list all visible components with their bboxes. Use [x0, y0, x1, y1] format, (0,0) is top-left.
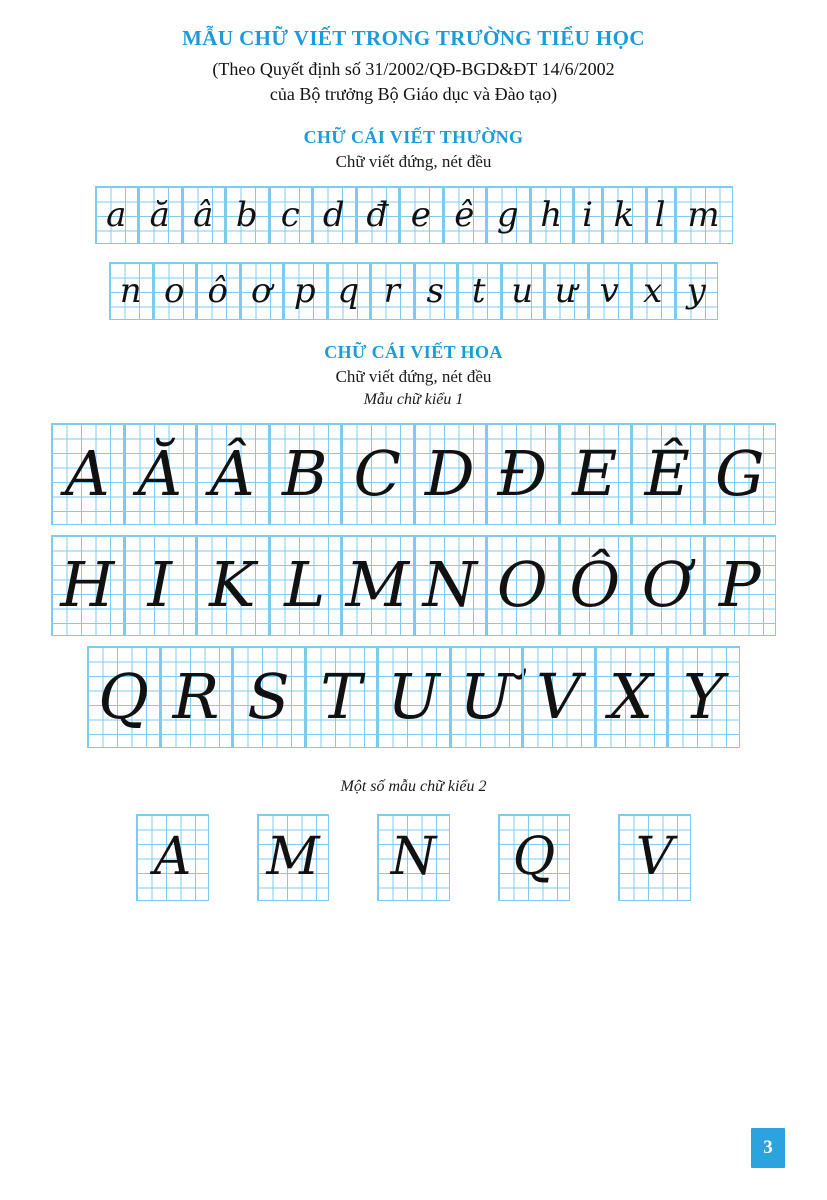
uppercase-row-2 [0, 535, 827, 637]
letter-glyph: m [687, 195, 720, 235]
letter-glyph: B [281, 436, 328, 510]
letter-glyph: P [718, 548, 761, 622]
uppercase-row2-cell-9 [704, 535, 777, 637]
uppercase-row3-cell-3 [305, 646, 378, 748]
letter-glyph: T [320, 659, 362, 733]
letter-glyph: p [293, 271, 316, 311]
uppercase-row1-cell-2 [196, 423, 269, 525]
letter-glyph: X [608, 659, 654, 733]
uppercase-row2-cell-7 [559, 535, 632, 637]
uppercase-row3-cell-4 [377, 646, 450, 748]
letter-glyph: K [209, 548, 256, 622]
letter-glyph: x [643, 271, 663, 311]
letter-glyph: y [686, 271, 706, 311]
title-block [0, 0, 827, 105]
letter-glyph: V [536, 659, 581, 733]
uppercase-row3-cell-6 [522, 646, 595, 748]
style2-cell-2 [377, 814, 450, 901]
style2-cell-1 [257, 814, 330, 901]
lowercase-row1-cell-7 [399, 186, 443, 244]
letter-glyph: G [714, 436, 765, 510]
uppercase-section-heading: CHỮ CÁI VIẾT HOA [324, 342, 503, 362]
uppercase-row2-cell-4 [341, 535, 414, 637]
lowercase-row-1 [0, 186, 827, 244]
letter-glyph: S [247, 659, 290, 733]
page-title: MẪU CHỮ VIẾT TRONG TRƯỜNG TIỂU HỌC [182, 26, 645, 50]
uppercase-row3-cell-2 [232, 646, 305, 748]
letter-glyph: t [471, 271, 486, 311]
lowercase-row2-cell-1 [153, 262, 197, 320]
lowercase-section-subheading: Chữ viết đứng, nét đều [335, 152, 492, 171]
letter-glyph: D [424, 436, 475, 510]
letter-glyph: c [280, 195, 300, 235]
lowercase-row1-cell-3 [225, 186, 269, 244]
letter-glyph: O [496, 548, 548, 622]
uppercase-style-label: Mẫu chữ kiểu 1 [363, 391, 464, 408]
letter-glyph: d [322, 195, 345, 235]
letter-glyph: H [60, 548, 115, 622]
letter-glyph: a [106, 195, 127, 235]
uppercase-row3-cell-0 [87, 646, 160, 748]
uppercase-rows [0, 423, 827, 748]
style2-cell-4 [618, 814, 691, 901]
letter-glyph: h [540, 195, 563, 235]
lowercase-row1-cell-0 [95, 186, 139, 244]
lowercase-row1-cell-5 [312, 186, 356, 244]
page-number-badge: 3 [751, 1128, 785, 1168]
letter-glyph: â [193, 195, 214, 235]
uppercase-row1-cell-5 [414, 423, 487, 525]
lowercase-row2-cell-13 [675, 262, 719, 320]
lowercase-row2-cell-7 [414, 262, 458, 320]
letter-glyph: n [119, 271, 142, 311]
lowercase-row1-cell-10 [530, 186, 574, 244]
uppercase-row1-cell-9 [704, 423, 777, 525]
uppercase-row3-cell-1 [160, 646, 233, 748]
uppercase-row-1 [0, 423, 827, 525]
letter-glyph: A [64, 436, 110, 510]
uppercase-row2-cell-8 [631, 535, 704, 637]
uppercase-row1-cell-1 [124, 423, 197, 525]
letter-glyph: v [599, 271, 619, 311]
letter-glyph: U [387, 659, 440, 733]
uppercase-row1-cell-4 [341, 423, 414, 525]
letter-glyph: s [426, 271, 444, 311]
uppercase-row2-cell-3 [269, 535, 342, 637]
lowercase-row1-cell-2 [182, 186, 226, 244]
letter-glyph: Ơ [641, 548, 693, 622]
uppercase-row2-cell-2 [196, 535, 269, 637]
uppercase-row1-cell-8 [631, 423, 704, 525]
letter-glyph: b [235, 195, 258, 235]
letter-glyph: V [635, 827, 674, 887]
uppercase-row3-cell-5 [450, 646, 523, 748]
letter-glyph: e [410, 195, 431, 235]
letter-glyph: Ư [459, 659, 513, 733]
lowercase-section-heading: CHỮ CÁI VIẾT THƯỜNG [303, 127, 524, 147]
style2-cell-3 [498, 814, 571, 901]
uppercase-row2-cell-6 [486, 535, 559, 637]
lowercase-row1-cell-6 [356, 186, 400, 244]
uppercase-row3-cell-8 [667, 646, 740, 748]
lowercase-row2-cell-6 [370, 262, 414, 320]
uppercase-row2-cell-5 [414, 535, 487, 637]
letter-glyph: r [383, 271, 400, 311]
lowercase-row1-cell-8 [443, 186, 487, 244]
letter-glyph: Y [683, 659, 724, 733]
uppercase-row2-cell-1 [124, 535, 197, 637]
letter-glyph: Ê [644, 436, 690, 510]
uppercase-row1-cell-3 [269, 423, 342, 525]
lowercase-row2-cell-11 [588, 262, 632, 320]
uppercase-row1-cell-0 [51, 423, 124, 525]
style2-row [0, 814, 827, 901]
letter-glyph: M [266, 827, 320, 887]
lowercase-row2-cell-8 [457, 262, 501, 320]
decree-line-1: (Theo Quyết định số 31/2002/QĐ-BGD&ĐT 14/6/2002 [212, 59, 615, 79]
letter-glyph: R [172, 659, 220, 733]
letter-glyph: M [345, 548, 409, 622]
lowercase-row1-cell-9 [486, 186, 530, 244]
lowercase-row2-cell-9 [501, 262, 545, 320]
letter-glyph: Đ [497, 436, 548, 510]
lowercase-row2-cell-3 [240, 262, 284, 320]
decree-line-2: của Bộ trưởng Bộ Giáo dục và Đào tạo) [269, 84, 558, 104]
letter-glyph: L [284, 548, 326, 622]
letter-glyph: o [164, 271, 185, 311]
letter-glyph: I [147, 548, 172, 622]
lowercase-row1-cell-12 [602, 186, 646, 244]
letter-glyph: đ [366, 195, 389, 235]
letter-glyph: E [572, 436, 618, 510]
letter-glyph: ê [454, 195, 475, 235]
lowercase-row2-cell-10 [544, 262, 588, 320]
lowercase-row-2 [0, 262, 827, 320]
style2-section-heading: Một số mẫu chữ kiểu 2 [340, 777, 487, 795]
lowercase-row2-cell-0 [109, 262, 153, 320]
uppercase-row2-cell-0 [51, 535, 124, 637]
letter-glyph: g [496, 195, 519, 235]
letter-glyph: Ô [569, 548, 621, 622]
letter-glyph: Q [512, 827, 556, 887]
uppercase-row1-cell-6 [486, 423, 559, 525]
lowercase-rows [0, 186, 827, 320]
letter-glyph: k [613, 195, 635, 235]
lowercase-row1-cell-14 [675, 186, 733, 244]
letter-glyph: N [390, 827, 437, 887]
letter-glyph: l [654, 195, 666, 235]
uppercase-row3-cell-7 [595, 646, 668, 748]
lowercase-row2-cell-4 [283, 262, 327, 320]
style2-rows [0, 814, 827, 901]
letter-glyph: N [422, 548, 477, 622]
letter-glyph: ư [554, 271, 577, 311]
lowercase-row2-cell-12 [631, 262, 675, 320]
uppercase-row-3 [0, 646, 827, 748]
letter-glyph: u [511, 271, 534, 311]
lowercase-row1-cell-4 [269, 186, 313, 244]
uppercase-section-subheading: Chữ viết đứng, nét đều [335, 367, 492, 386]
letter-glyph: Â [209, 436, 255, 510]
style2-cell-0 [136, 814, 209, 901]
lowercase-row2-cell-5 [327, 262, 371, 320]
letter-glyph: ô [207, 271, 228, 311]
lowercase-row1-cell-13 [646, 186, 675, 244]
lowercase-row1-cell-1 [138, 186, 182, 244]
letter-glyph: ă [149, 195, 170, 235]
letter-glyph: i [582, 195, 593, 235]
letter-glyph: A [153, 827, 192, 887]
lowercase-row1-cell-11 [573, 186, 602, 244]
letter-glyph: q [337, 271, 360, 311]
letter-glyph: ơ [251, 271, 272, 311]
letter-glyph: Ă [137, 436, 183, 510]
letter-glyph: C [353, 436, 401, 510]
uppercase-row1-cell-7 [559, 423, 632, 525]
lowercase-row2-cell-2 [196, 262, 240, 320]
letter-glyph: Q [98, 659, 149, 733]
